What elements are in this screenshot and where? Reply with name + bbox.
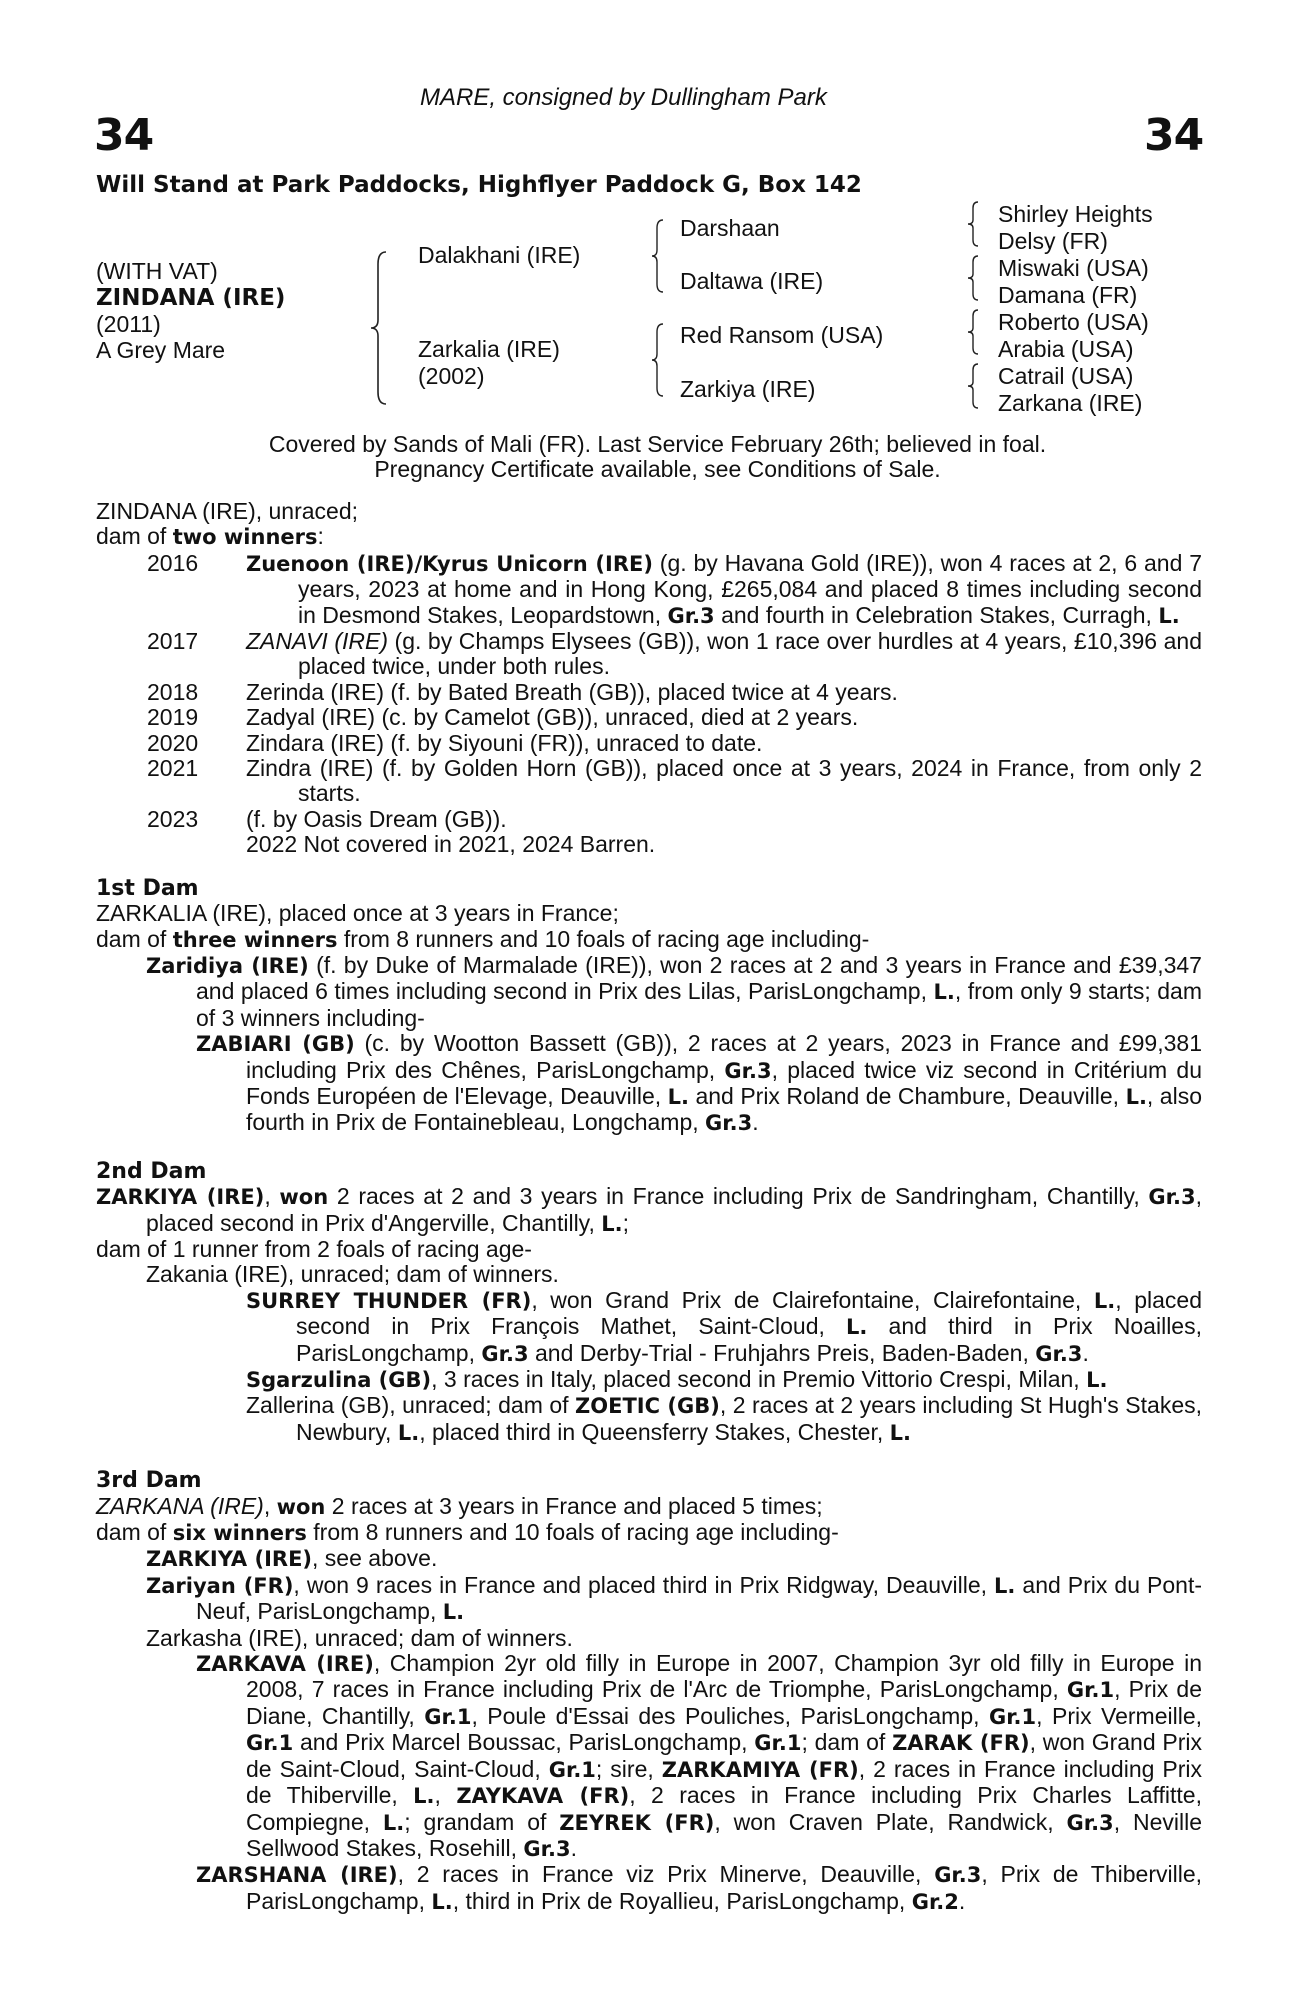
gen4-7: Catrail (USA) <box>998 363 1134 389</box>
horse-name: ZINDANA (IRE) <box>96 285 286 311</box>
horse-description: A Grey Mare <box>96 337 226 363</box>
third-dam-heading: 3rd Dam <box>96 1468 202 1494</box>
second-dam-heading: 2nd Dam <box>96 1158 207 1184</box>
second-dam-line: ZARKIYA (IRE), won 2 races at 2 and 3 years in France including Prix de Sandringham, Chantilly, Gr.3, placed second in Prix d'Angerville, Chantilly, L.; <box>96 1183 1202 1236</box>
first-dam-produce: Zaridiya (IRE) (f. by Duke of Marmalade (IRE)), won 2 races at 2 and 3 years in France and £39,347 and placed 6 times including second in Prix des Lilas, ParisLongchamp, L., from only 9 starts; dam of 3 winners including- <box>146 951 1202 1031</box>
horse-year: (2011) <box>96 311 161 337</box>
gen4-brace-2 <box>966 254 982 302</box>
produce-intro: ZINDANA (IRE), unraced; <box>96 498 359 524</box>
first-dam-grandproduce: ZABIARI (GB) (c. by Wootton Bassett (GB)), 2 races at 2 years, 2023 in France and £99,381 including Prix des Chênes, ParisLongchamp, Gr.3, placed twice viz second in Critérium du Fonds Européen de l'Elevage, Deauville, L. and Prix Roland de Chambure, Deauville, L., also fourth in Prix de Fontainebleau, Longchamp, Gr.3. <box>196 1030 1202 1136</box>
catalogue-body <box>96 499 1202 1915</box>
vat-note: (WITH VAT) <box>96 258 218 284</box>
produce-row: 2017 ZANAVI (IRE) (g. by Champs Elysees (GB)), won 1 race over hurdles at 4 years, £10,396 and placed twice, under both rules. <box>147 628 1202 680</box>
produce-row: 2020 Zindara (IRE) (f. by Siyouni (FR)), unraced to date. <box>147 729 763 756</box>
gen4-brace-3 <box>966 308 982 356</box>
first-dam-summary: dam of three winners from 8 runners and 10 foals of racing age including- <box>96 925 870 952</box>
lot-number-left: 34 <box>94 110 154 161</box>
third-dam-line: ZARKANA (IRE), won 2 races at 3 years in France and placed 5 times; <box>96 1492 823 1519</box>
dam-year: (2002) <box>418 363 485 389</box>
covering-line-2: Pregnancy Certificate available, see Conditions of Sale. <box>374 456 941 482</box>
gen3-dam-sire: Red Ransom (USA) <box>680 322 884 348</box>
produce-row: 2019 Zadyal (IRE) (c. by Camelot (GB)), unraced, died at 2 years. <box>147 704 859 731</box>
gen4-brace-4 <box>966 362 982 410</box>
covering-note <box>0 432 1315 482</box>
second-dam-summary: dam of 1 runner from 2 foals of racing age- <box>96 1235 532 1262</box>
second-dam-grandproduce: Zallerina (GB), unraced; dam of ZOETIC (GB), 2 races at 2 years including St Hugh's Stakes, Newbury, L., placed third in Queensferry Stakes, Chester, L. <box>246 1392 1202 1445</box>
first-dam-heading: 1st Dam <box>96 875 199 901</box>
dam-line-brace <box>650 322 666 398</box>
gen3-dam-dam: Zarkiya (IRE) <box>680 376 816 402</box>
third-dam-summary: dam of six winners from 8 runners and 10 foals of racing age including- <box>96 1519 839 1546</box>
gen4-5: Roberto (USA) <box>998 309 1149 335</box>
produce-summary: dam of two winners: <box>96 523 324 550</box>
gen3-sire-dam: Daltawa (IRE) <box>680 268 824 294</box>
first-dam-line: ZARKALIA (IRE), placed once at 3 years in France; <box>96 900 619 927</box>
gen4-3: Miswaki (USA) <box>998 255 1149 281</box>
third-dam-grandproduce: ZARKAVA (IRE), Champion 2yr old filly in Europe in 2007, Champion 3yr old filly in Europe in 2008, 7 races in France including Prix de l'Arc de Triomphe, ParisLongchamp, Gr.1, Prix de Diane, Chantilly, Gr.1, Poule d'Essai des Pouliches, ParisLongchamp, Gr.1, Prix Vermeille, Gr.1 and Prix Marcel Boussac, ParisLongchamp, Gr.1; dam of ZARAK (FR), won Grand Prix de Saint-Cloud, Saint-Cloud, Gr.1; sire, ZARKAMIYA (FR), 2 races in France including Prix de Thiberville, L., ZAYKAVA (FR), 2 races in France including Prix Charles Laffitte, Compiegne, L.; grandam of ZEYREK (FR), won Craven Plate, Randwick, Gr.3, Neville Sellwood Stakes, Rosehill, Gr.3. <box>196 1650 1203 1861</box>
gen4-6: Arabia (USA) <box>998 336 1134 362</box>
third-dam-produce: ZARKIYA (IRE), see above. <box>146 1545 438 1572</box>
produce-row: 2018 Zerinda (IRE) (f. by Bated Breath (GB)), placed twice at 4 years. <box>147 678 898 705</box>
produce-row: 2021 Zindra (IRE) (f. by Golden Horn (GB)), placed once at 3 years, 2024 in France, from only 2 starts. <box>147 755 1202 807</box>
gen3-sire-sire: Darshaan <box>680 215 780 241</box>
produce-row: 2016 Zuenoon (IRE)/Kyrus Unicorn (IRE) (g. by Havana Gold (IRE)), won 4 races at 2, 6 and 7 years, 2023 at home and in Hong Kong, £265,084 and placed 8 times including second in Desmond Stakes, Leopardstown, Gr.3 and fourth in Celebration Stakes, Curragh, L. <box>147 549 1202 628</box>
sire-line-brace <box>650 218 666 294</box>
second-dam-grandproduce: SURREY THUNDER (FR), won Grand Prix de Clairefontaine, Clairefontaine, L., placed second in Prix François Mathet, Saint-Cloud, L. and third in Prix Noailles, ParisLongchamp, Gr.3 and Derby-Trial - Fruhjahrs Preis, Baden-Baden, Gr.3. <box>246 1286 1202 1366</box>
covering-line-1: Covered by Sands of Mali (FR). Last Service February 26th; believed in foal. <box>268 431 1047 457</box>
gen4-1: Shirley Heights <box>998 201 1153 227</box>
produce-row: 2022 Not covered in 2021, 2024 Barren. <box>246 831 656 858</box>
gen4-4: Damana (FR) <box>998 282 1138 308</box>
second-dam-produce: Zakania (IRE), unraced; dam of winners. <box>146 1261 559 1288</box>
lot-subtitle: MARE, consigned by Dullingham Park <box>420 84 827 111</box>
sire-name: Dalakhani (IRE) <box>418 242 581 268</box>
produce-row: 2023 (f. by Oasis Dream (GB)). <box>147 805 507 832</box>
third-dam-grandproduce: ZARSHANA (IRE), 2 races in France viz Prix Minerve, Deauville, Gr.3, Prix de Thiberville, ParisLongchamp, L., third in Prix de Royallieu, ParisLongchamp, Gr.2. <box>196 1861 1203 1914</box>
dam-name: Zarkalia (IRE) <box>418 336 560 362</box>
third-dam-produce: Zarkasha (IRE), unraced; dam of winners. <box>146 1624 573 1651</box>
stable-location: Will Stand at Park Paddocks, Highflyer Paddock G, Box 142 <box>96 172 862 198</box>
lot-number-right: 34 <box>1144 110 1204 161</box>
pedigree-brace <box>368 250 390 406</box>
second-dam-grandproduce: Sgarzulina (GB), 3 races in Italy, placed second in Premio Vittorio Crespi, Milan, L. <box>246 1366 1108 1392</box>
gen4-brace-1 <box>966 200 982 248</box>
gen4-2: Delsy (FR) <box>998 228 1108 254</box>
third-dam-produce: Zariyan (FR), won 9 races in France and placed third in Prix Ridgway, Deauville, L. and Prix du Pont-Neuf, ParisLongchamp, L. <box>146 1571 1202 1625</box>
gen4-8: Zarkana (IRE) <box>998 390 1143 416</box>
